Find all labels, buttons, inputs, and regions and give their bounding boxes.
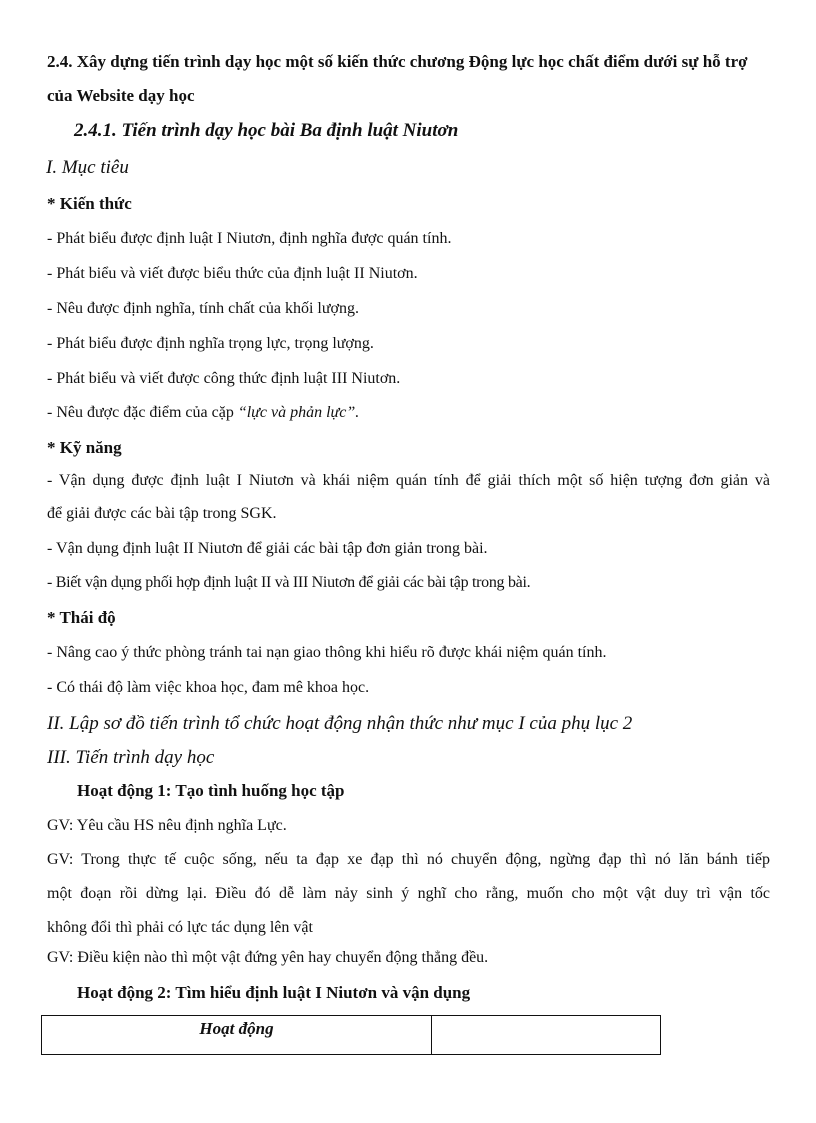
activity1-title: Hoạt động 1: Tạo tình huống học tập xyxy=(77,781,345,800)
skills-item1-line2: để giải được các bài tập trong SGK. xyxy=(47,505,277,522)
skills-title: * Kỹ năng xyxy=(47,438,122,457)
knowledge-item-last xyxy=(47,404,770,422)
knowledge-item: - Phát biểu được định luật I Niutơn, định nghĩa được quán tính. xyxy=(47,230,452,247)
activity1-paragraph2-line1: GV: Trong thực tế cuộc sống, nếu ta đạp xe đạp thì nó chuyển động, ngừng đạp thì nó lăn bánh tiếp xyxy=(47,851,770,868)
knowledge-item: - Phát biểu và viết được biểu thức của định luật II Niutơn. xyxy=(47,265,418,282)
activity1-paragraph2-line2: một đoạn rồi dừng lại. Điều đó dễ làm nảy sinh ý nghĩ cho rằng, muốn cho một vật duy trì vận tốc xyxy=(47,885,770,902)
activity1-paragraph1: GV: Yêu cầu HS nêu định nghĩa Lực. xyxy=(47,817,287,834)
part3-title: III. Tiến trình dạy học xyxy=(47,747,215,768)
knowledge-item: - Nêu được định nghĩa, tính chất của khối lượng. xyxy=(47,300,359,317)
activity2-title: Hoạt động 2: Tìm hiểu định luật I Niutơn và vận dụng xyxy=(77,983,471,1002)
skills-item3: - Biết vận dụng phối hợp định luật II và III Niutơn để giải các bài tập trong bài. xyxy=(47,574,531,591)
skills-item1-line1: - Vận dụng được định luật I Niutơn và khái niệm quán tính để giải thích một số hiện tượng đơn giản và xyxy=(47,472,770,489)
attitude-item2: - Có thái độ làm việc khoa học, đam mê khoa học. xyxy=(47,679,370,696)
activity-table-header-row xyxy=(42,1016,661,1055)
knowledge-title: * Kiến thức xyxy=(47,194,132,213)
knowledge-item: - Phát biểu được định nghĩa trọng lực, trọng lượng. xyxy=(47,335,374,352)
knowledge-item: - Phát biểu và viết được công thức định luật III Niutơn. xyxy=(47,370,401,387)
section-heading-line2: của Website dạy học xyxy=(47,86,195,105)
attitude-title: * Thái độ xyxy=(47,608,116,627)
activity-table xyxy=(41,1015,661,1055)
objectives-title: I. Mục tiêu xyxy=(46,157,129,178)
attitude-item1: - Nâng cao ý thức phòng tránh tai nạn giao thông khi hiểu rõ được khái niệm quán tính. xyxy=(47,644,607,661)
section-heading-line1: 2.4. Xây dựng tiến trình dạy học một số kiến thức chương Động lực học chất điểm dưới sự hỗ trợ xyxy=(47,52,748,71)
activity1-paragraph2-line3: không đổi thì phải có lực tác dụng lên vật xyxy=(47,919,313,936)
subsection-heading: 2.4.1. Tiến trình dạy học bài Ba định luật Niutơn xyxy=(74,120,459,141)
activity-table-header-cell: Hoạt động xyxy=(42,1016,432,1055)
activity-table-empty-cell xyxy=(432,1016,661,1055)
activity1-paragraph3: GV: Điều kiện nào thì một vật đứng yên hay chuyển động thẳng đều. xyxy=(47,949,489,966)
skills-item2: - Vận dụng định luật II Niutơn để giải các bài tập đơn giản trong bài. xyxy=(47,540,488,557)
knowledge-item-last-prefix: - Nêu được đặc điểm của cặp xyxy=(47,404,238,421)
knowledge-item-last-italic: “lực và phản lực”. xyxy=(237,404,360,421)
part2-title: II. Lập sơ đồ tiến trình tổ chức hoạt động nhận thức như mục I của phụ lục 2 xyxy=(47,713,633,734)
